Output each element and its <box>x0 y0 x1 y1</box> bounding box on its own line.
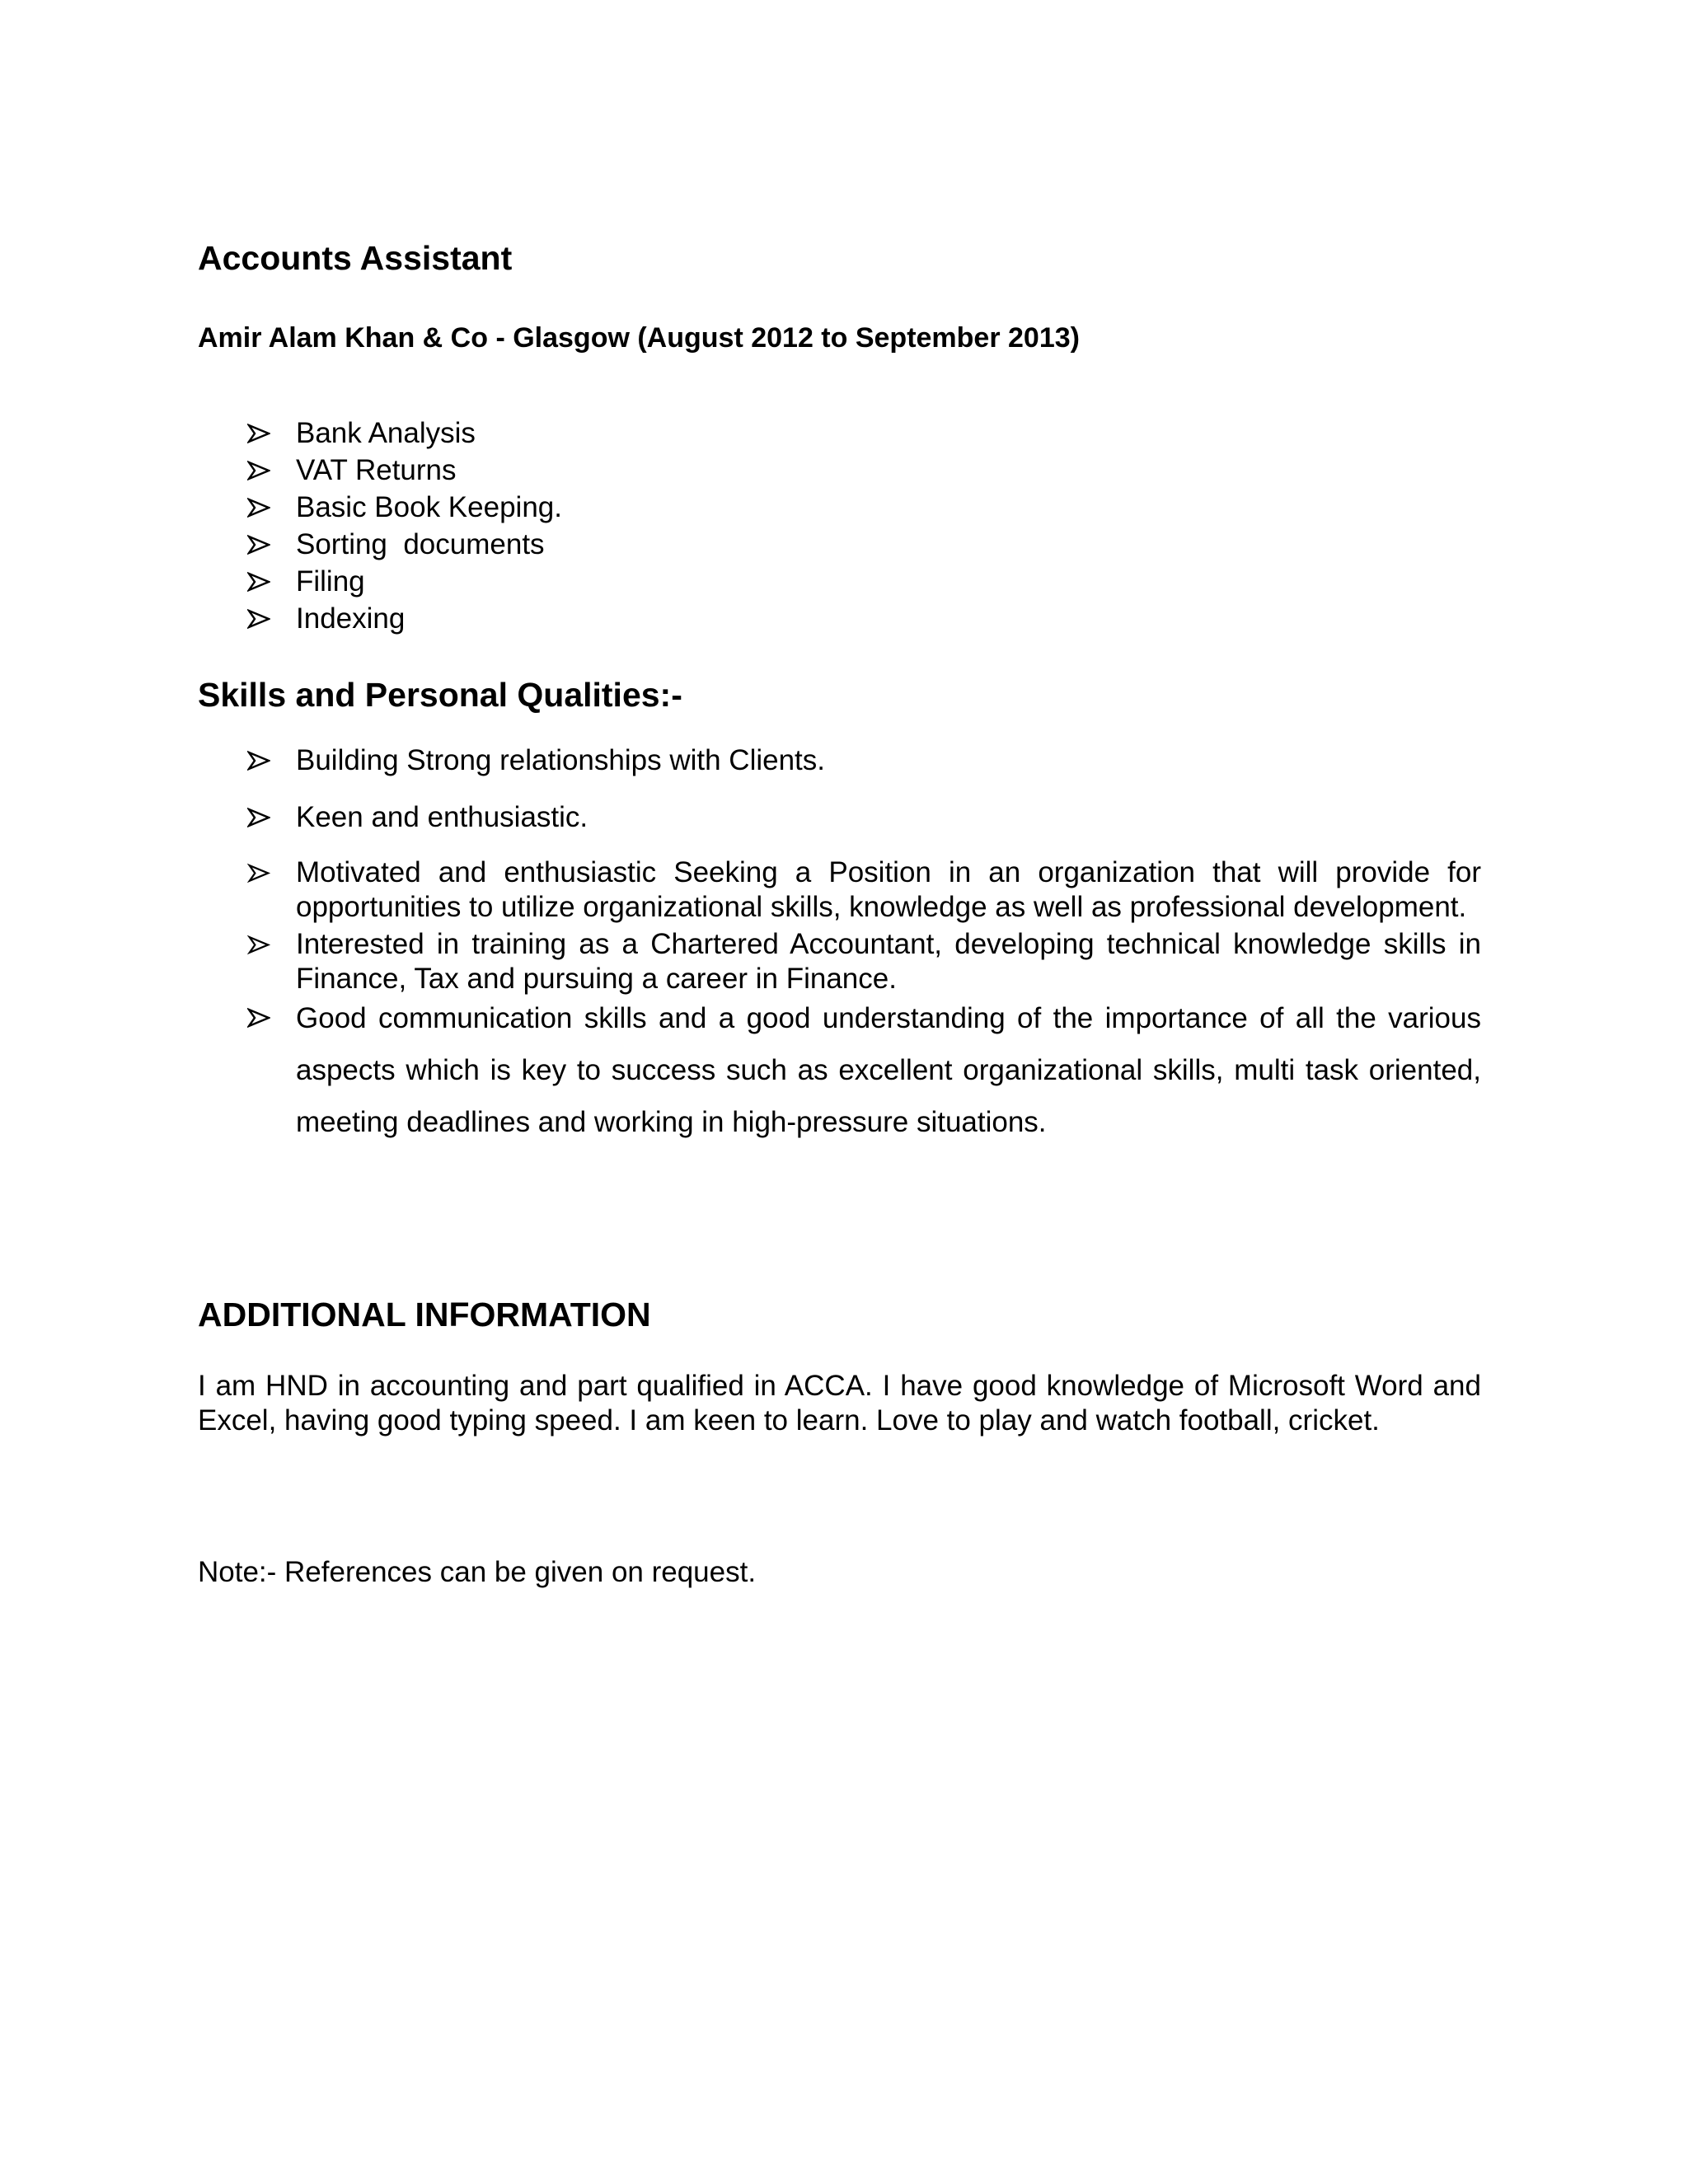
list-item <box>198 563 1484 600</box>
arrowhead-bullet-icon <box>247 563 270 600</box>
duty-label: Sorting documents <box>296 528 545 560</box>
list-item <box>198 799 1481 836</box>
arrowhead-bullet-icon <box>247 452 270 489</box>
skill-text: Good communication skills and a good understanding of the importance of all the various aspects which is key to success such as excellent organizational skills, multi task oriented, meeting deadlines and working in high-pressure situations. <box>296 1002 1481 1138</box>
list-item <box>198 855 1481 925</box>
duties-list <box>198 415 1484 637</box>
duty-label: Bank Analysis <box>296 417 476 449</box>
arrowhead-bullet-icon <box>247 526 270 563</box>
arrowhead-bullet-icon <box>247 489 270 526</box>
list-item <box>198 600 1484 637</box>
skills-list <box>198 742 1481 1148</box>
arrowhead-bullet-icon <box>247 992 270 1044</box>
list-item <box>198 992 1481 1148</box>
arrowhead-bullet-icon <box>247 600 270 637</box>
list-item <box>198 742 1481 779</box>
arrowhead-bullet-icon <box>247 415 270 452</box>
skills-heading: Skills and Personal Qualities:- <box>198 676 682 714</box>
references-note: Note:- References can be given on request. <box>198 1556 757 1588</box>
arrowhead-bullet-icon <box>247 855 270 890</box>
arrowhead-bullet-icon <box>247 799 270 836</box>
skill-text: Building Strong relationships with Clients. <box>296 744 825 776</box>
list-item <box>198 415 1484 452</box>
skill-text: Interested in training as a Chartered Accountant, developing technical knowledge skills in Finance, Tax and pursuing a career in Finance. <box>296 928 1481 995</box>
job-title: Accounts Assistant <box>198 239 513 277</box>
skill-text: Motivated and enthusiastic Seeking a Position in an organization that will provide for opportunities to utilize organizational skills, knowledge as well as professional development. <box>296 856 1481 923</box>
additional-info-text: I am HND in accounting and part qualified in ACCA. I have good knowledge of Microsoft Word and Excel, having good typing speed. I am keen to learn. Love to play and watch football, cricket. <box>198 1370 1481 1436</box>
arrowhead-bullet-icon <box>247 742 270 779</box>
duty-label: Basic Book Keeping. <box>296 491 562 523</box>
skill-text: Keen and enthusiastic. <box>296 801 588 833</box>
list-item <box>198 452 1484 489</box>
duty-label: Indexing <box>296 602 406 635</box>
list-item <box>198 927 1481 996</box>
duty-label: VAT Returns <box>296 454 457 486</box>
arrowhead-bullet-icon <box>247 927 270 962</box>
list-item <box>198 526 1484 563</box>
additional-info-heading: ADDITIONAL INFORMATION <box>198 1296 651 1333</box>
list-item <box>198 489 1484 526</box>
employer-line: Amir Alam Khan & Co - Glasgow (August 2012 to September 2013) <box>198 322 1080 354</box>
duty-label: Filing <box>296 565 365 598</box>
